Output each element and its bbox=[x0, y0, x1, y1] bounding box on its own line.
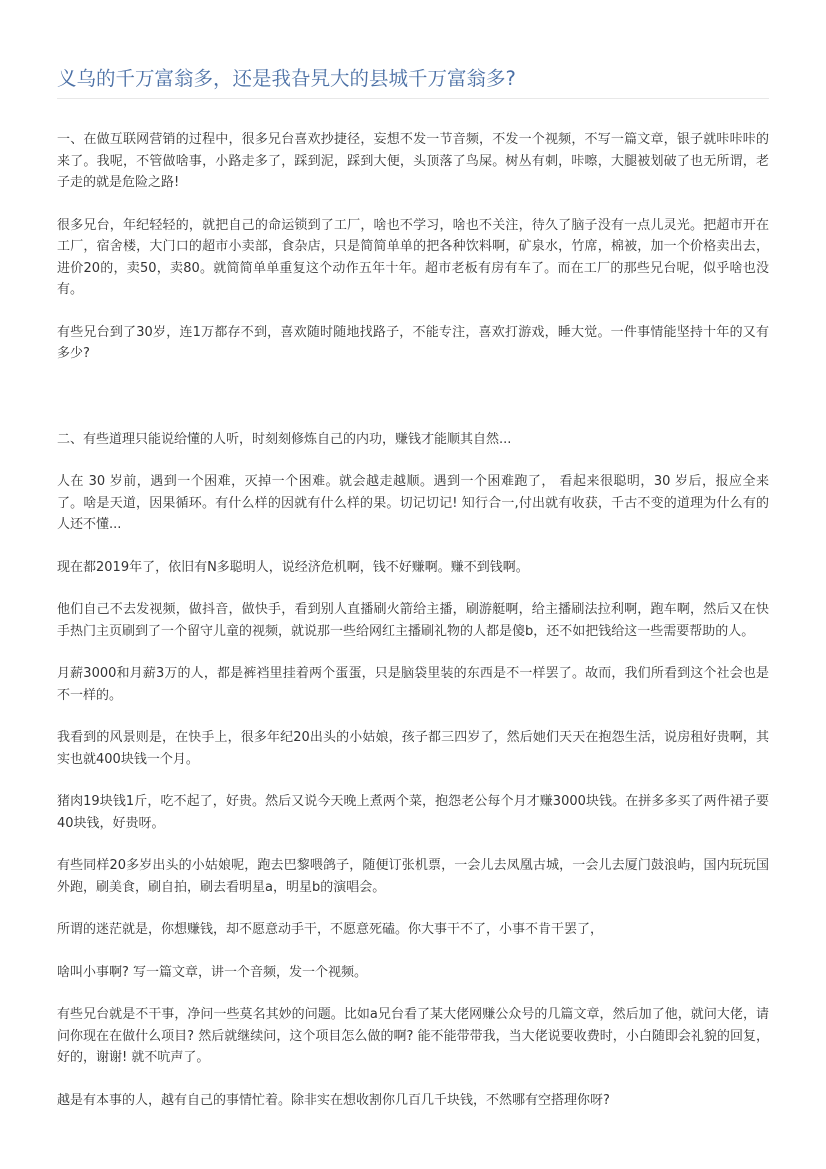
section-spacer bbox=[57, 386, 769, 429]
article-title: 义乌的千万富翁多，还是我旮旯大的县城千万富翁多? bbox=[57, 67, 516, 90]
paragraph: 很多兄台，年纪轻轻的，就把自己的命运锁到了工厂，啥也不学习，啥也不关注，待久了脑子没有一点儿灵光。把超市开在工厂，宿舍楼，大门口的超市小卖部，食杂店，只是简简单单的把各种饮料啊，矿泉水，竹席，棉被，加一个价格卖出去，进价20的，卖50，卖80。就简简单单重复这个动作五年十年。超市老板有房有车了。而在工厂的那些兄台呢，似乎啥也没有。 bbox=[57, 217, 769, 297]
paragraph: 人在 30 岁前，遇到一个困难，灭掉一个困难。就会越走越顺。遇到一个困难跑了， 看起来很聪明，30 岁后，报应全来了。啥是天道，因果循环。有什么样的因就有什么样的果。切记切记! 知行合一,付出就有收获，千古不变的道理为什么有的人还不懂... bbox=[57, 474, 769, 532]
paragraph: 啥叫小事啊? 写一篇文章，讲一个音频，发一个视频。 bbox=[57, 964, 368, 980]
paragraph: 猪肉19块钱1斤，吃不起了，好贵。然后又说今天晚上煮两个菜，抱怨老公每个月才赚3000块钱。在拼多多买了两件裙子要40块钱，好贵呀。 bbox=[57, 794, 769, 831]
article-body bbox=[57, 129, 769, 1132]
paragraph: 越是有本事的人，越有自己的事情忙着。除非实在想收割你几百几千块钱，不然哪有空搭理你呀? bbox=[57, 1092, 610, 1108]
title-divider bbox=[57, 98, 769, 99]
paragraph: 有些同样20多岁出头的小姑娘呢，跑去巴黎喂鸽子，随便订张机票，一会儿去凤凰古城，一会儿去厦门鼓浪屿，国内玩玩国外跑，刷美食，刷自拍，刷去看明星a，明星b的演唱会。 bbox=[57, 858, 769, 895]
paragraph: 一、在做互联网营销的过程中，很多兄台喜欢抄捷径，妄想不发一节音频，不发一个视频，不写一篇文章，银子就咔咔咔的来了。我呢，不管做啥事，小路走多了，踩到泥，踩到大便，头顶落了鸟屎。树丛有刺，咔嚓，大腿被划破了也无所谓，老子走的就是危险之路! bbox=[57, 132, 769, 190]
section-heading-paragraph: 二、有些道理只能说给懂的人听，时刻刻修炼自己的内功，赚钱才能顺其自然... bbox=[57, 431, 512, 447]
paragraph: 所谓的迷茫就是，你想赚钱，却不愿意动手干，不愿意死磕。你大事干不了，小事不肯干罢了， bbox=[57, 922, 604, 937]
paragraph: 有些兄台到了30岁，连1万都存不到，喜欢随时随地找路子，不能专注，喜欢打游戏，睡大觉。一件事情能坚持十年的又有多少? bbox=[57, 324, 769, 361]
paragraph: 月薪3000和月薪3万的人，都是裤裆里挂着两个蛋蛋，只是脑袋里装的东西是不一样罢了。故而，我们所看到这个社会也是不一样的。 bbox=[57, 666, 769, 703]
paragraph: 他们自己不去发视频，做抖音，做快手，看到别人直播刷火箭给主播，刷游艇啊，给主播刷法拉利啊，跑车啊，然后又在快手热门主页刷到了一个留守儿童的视频，就说那一些给网红主播刷礼物的人都是傻b，还不如把钱给这一些需要帮助的人。 bbox=[57, 602, 769, 639]
paragraph: 现在都2019年了，依旧有N多聪明人，说经济危机啊，钱不好赚啊。赚不到钱啊。 bbox=[57, 559, 529, 575]
paragraph: 我看到的风景则是，在快手上，很多年纪20出头的小姑娘，孩子都三四岁了，然后她们天天在抱怨生活，说房租好贵啊，其实也就400块钱一个月。 bbox=[57, 730, 769, 767]
paragraph: 有些兄台就是不干事，净问一些莫名其妙的问题。比如a兄台看了某大佬网赚公众号的几篇文章，然后加了他，就问大佬，请问你现在在做什么项目? 然后就继续问，这个项目怎么做的啊? 能不能带带我，当大佬说要收费时，小白随即会礼貌的回复，好的，谢谢! 就不吭声了。 bbox=[57, 1007, 769, 1065]
